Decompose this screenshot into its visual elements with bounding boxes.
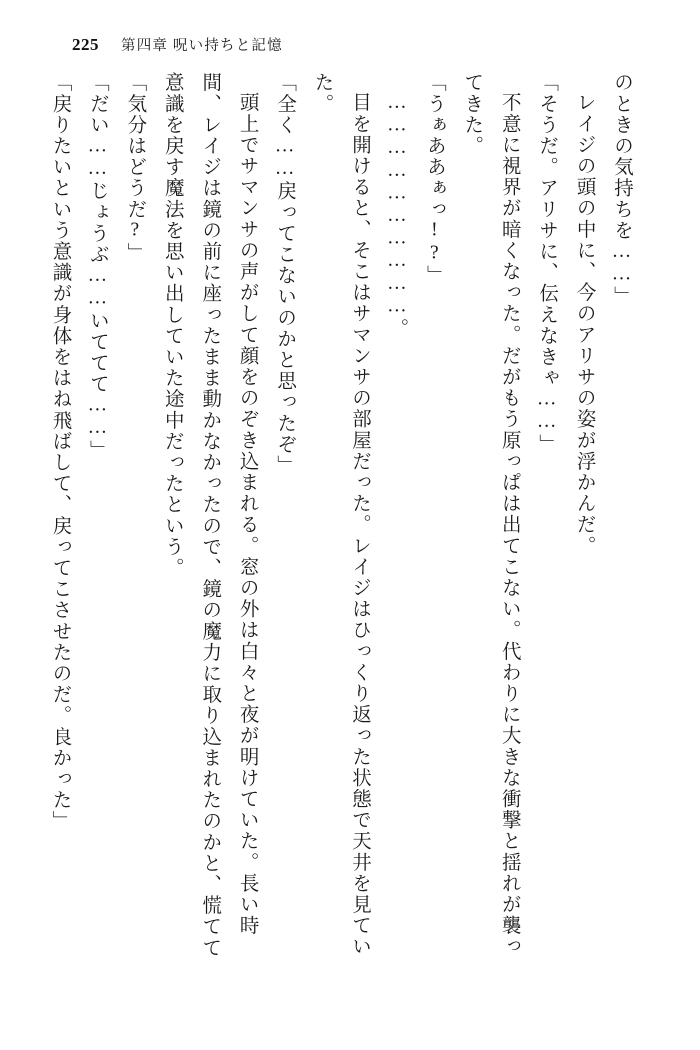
paragraph: レイジの頭の中に、今のアリサの姿が浮かんだ。 <box>573 91 595 556</box>
paragraph: 目を開けると、そこはサマンサの部屋だった。レイジはひっくり返った状態で天井を見ていた。 <box>311 72 370 957</box>
paragraph: 「全く……戻ってこないのかと思ったぞ」 <box>274 72 296 476</box>
running-chapter-title: 第四章 呪い持ちと記憶 <box>121 38 283 54</box>
paragraph: 「気分はどうだ?」 <box>124 72 146 264</box>
page-body <box>49 72 640 1010</box>
paragraph: 「だい……じょうぶ……いててて……」 <box>86 72 108 461</box>
paragraph: …………………………。 <box>386 91 408 339</box>
paragraph: 不意に視界が暗くなった。だがもう原っぱは出てこない。代わりに大きな衝撃と揺れが襲ってきた。 <box>461 72 520 957</box>
paragraph: 「うぁああぁっ!?」 <box>423 72 445 286</box>
paragraph: 「そうだ。アリサに、伝えなきゃ……」 <box>536 72 558 455</box>
paragraph: のときの気持ちを……」 <box>611 72 632 308</box>
page-header <box>72 34 283 55</box>
paragraph: 頭上でサマンサの声がして顔をのぞき込まれる。窓の外は白々と夜が明けていた。長い時間、レイジは鏡の前に座ったまま動かなかったので、鏡の魔力に取り込まれたのかと、慌てて意識を戻す魔法を思い出していた途中だったという。 <box>161 72 258 959</box>
vertical-text-column <box>49 72 640 977</box>
paragraph: 「戻りたいという意識が身体をはね飛ばして、戻ってこさせたのだ。良かった」 <box>49 72 71 832</box>
page-number: 225 <box>72 35 99 54</box>
